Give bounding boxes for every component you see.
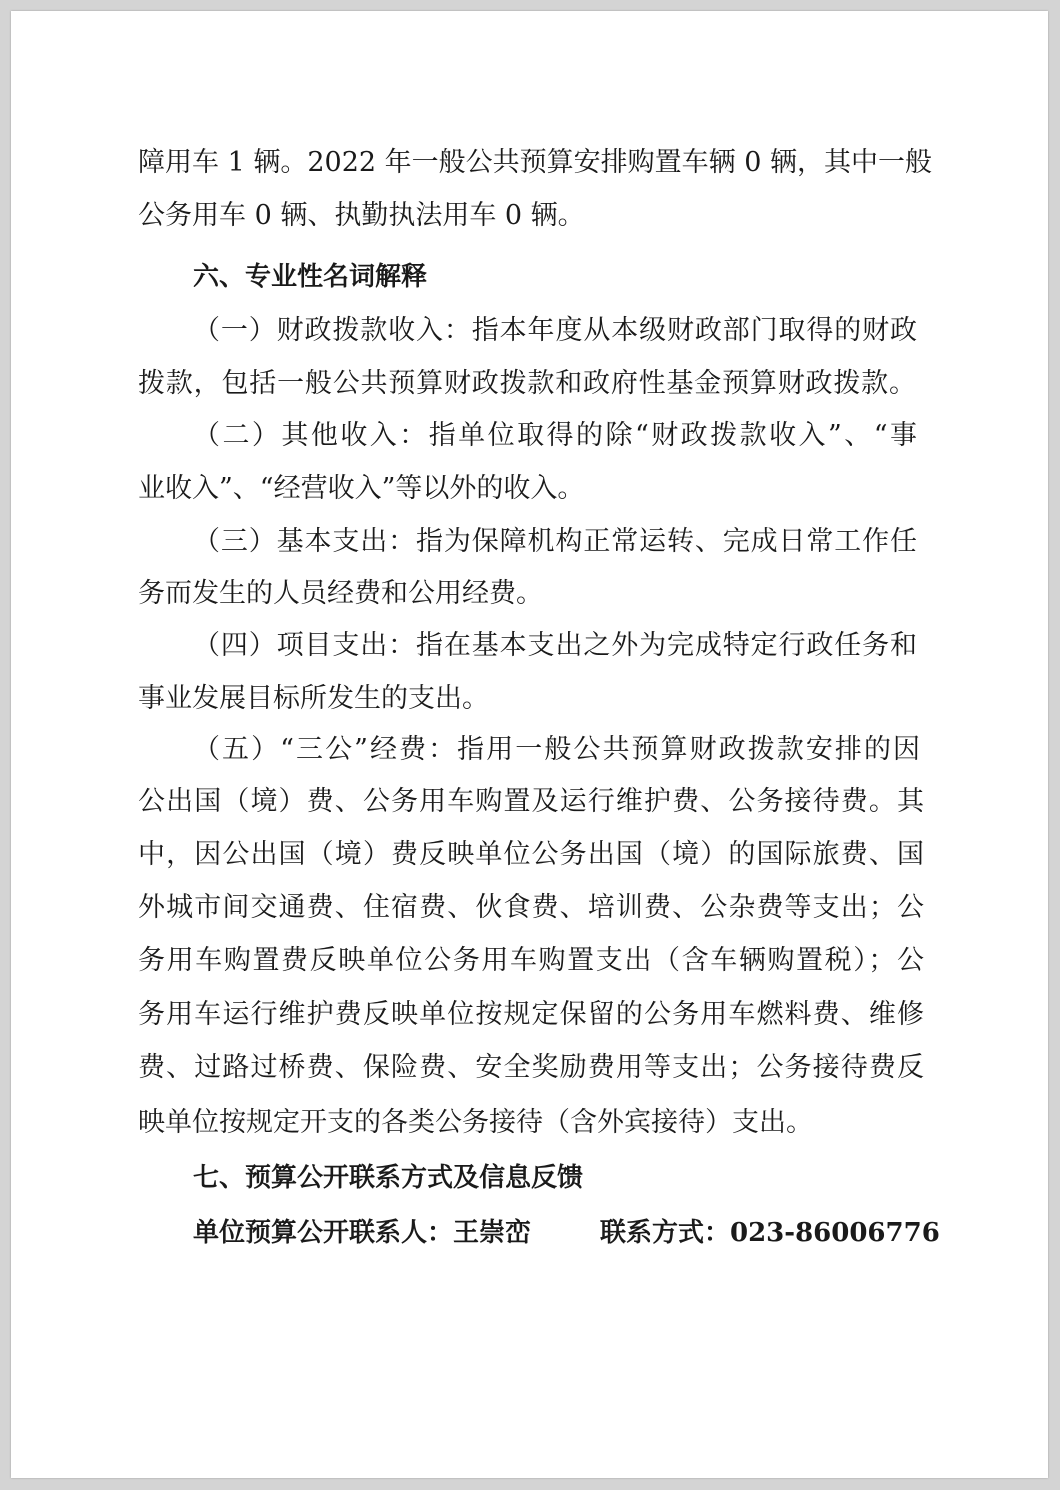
contact-person: 单位预算公开联系人：王崇峦 (193, 1218, 532, 1248)
text-line: 中，因公出国（境）费反映单位公务出国（境）的国际旅费、国 (138, 839, 924, 870)
text-line: 费、过路过桥费、保险费、安全奖励费用等支出；公务接待费反 (138, 1052, 924, 1083)
text-line: （四）项目支出：指在基本支出之外为完成特定行政任务和 (193, 630, 917, 661)
text-line: 务用车购置费反映单位公务用车购置支出（含车辆购置税）；公 (138, 945, 924, 976)
text-line: 务而发生的人员经费和公用经费。 (138, 578, 543, 609)
contact-phone: 联系方式：023-86006776 (600, 1218, 940, 1248)
text-line: 公务用车 0 辆、执勤执法用车 0 辆。 (138, 200, 585, 231)
text-line: 拨款，包括一般公共预算财政拨款和政府性基金预算财政拨款。 (138, 368, 916, 399)
section-heading-6: 六、专业性名词解释 (193, 262, 428, 292)
text-line: 外城市间交通费、住宿费、伙食费、培训费、公杂费等支出；公 (138, 892, 924, 923)
text-line: 事业发展目标所发生的支出。 (138, 683, 489, 714)
text-line: 业收入”、“经营收入”等以外的收入。 (138, 473, 585, 504)
text-line: 公出国（境）费、公务用车购置及运行维护费、公务接待费。其 (138, 786, 924, 817)
text-line: 映单位按规定开支的各类公务接待（含外宾接待）支出。 (138, 1107, 813, 1138)
text-line: （五）“三公”经费：指用一般公共预算财政拨款安排的因 (193, 734, 920, 765)
text-line: （一）财政拨款收入：指本年度从本级财政部门取得的财政 (193, 315, 917, 346)
text-line: （二）其他收入：指单位取得的除“财政拨款收入”、“事 (193, 420, 917, 451)
text-line: 务用车运行维护费反映单位按规定保留的公务用车燃料费、维修 (138, 999, 924, 1030)
text-line: 障用车 1 辆。2022 年一般公共预算安排购置车辆 0 辆，其中一般 (138, 147, 932, 178)
text-line: （三）基本支出：指为保障机构正常运转、完成日常工作任 (193, 526, 917, 557)
section-heading-7: 七、预算公开联系方式及信息反馈 (193, 1163, 584, 1193)
